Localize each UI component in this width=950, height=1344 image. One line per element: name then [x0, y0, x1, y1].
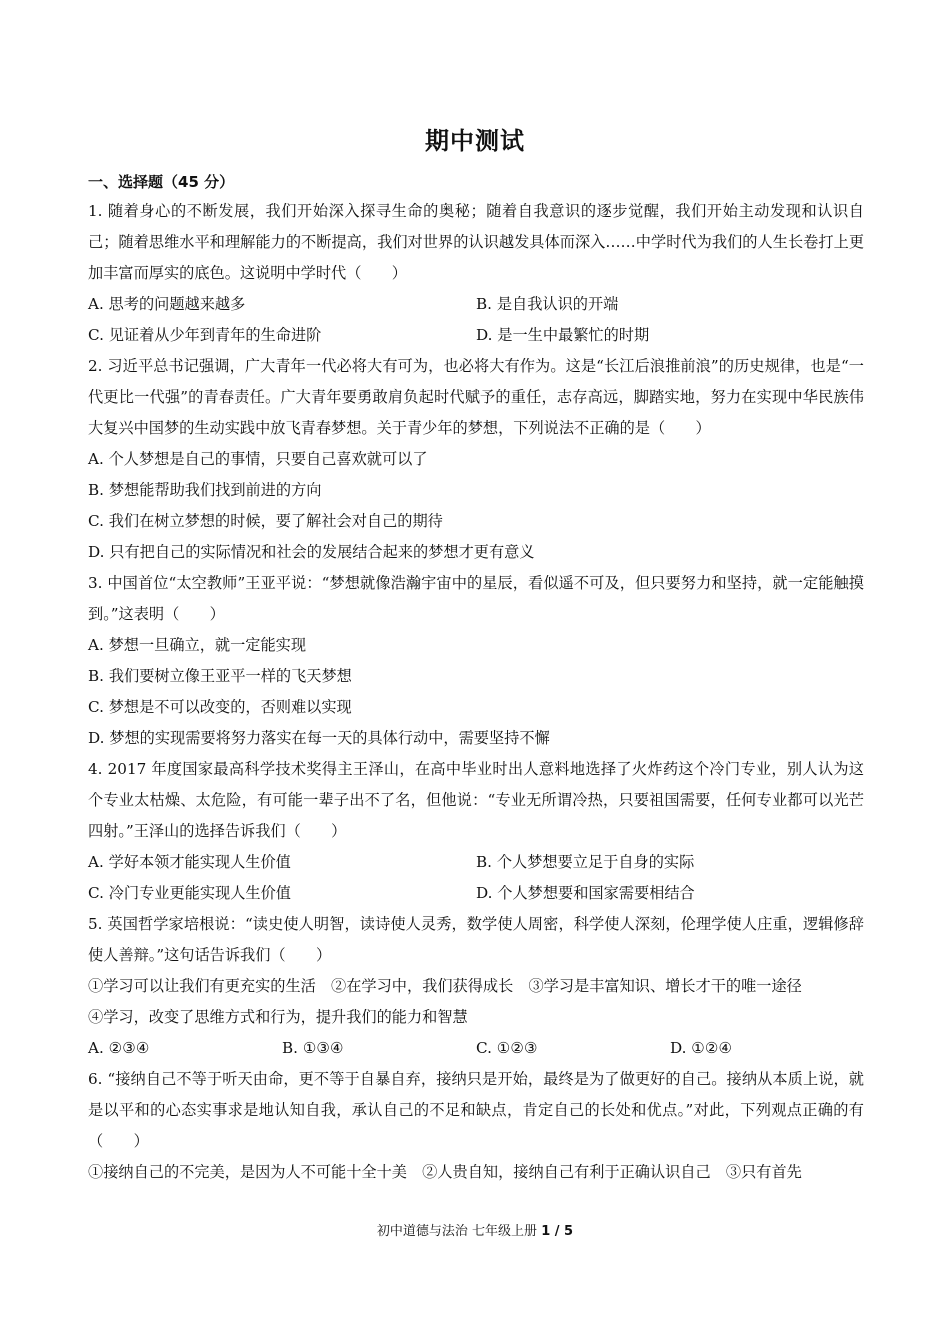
question-content: [88, 168, 864, 1188]
question-3-option-c: C. 梦想是不可以改变的，否则难以实现: [88, 698, 352, 716]
footer-course: 初中道德与法治 七年级上册: [376, 1224, 538, 1239]
question-5-option-a: A. ②③④: [88, 1039, 150, 1057]
question-2-stem: 2. 习近平总书记强调，广大青年一代必将大有可为，也必将大有作为。这是“长江后浪推前浪”的历史规律，也是“一代更比一代强”的青春责任。广大青年要勇敢肩负起时代赋予的重任，志存高远，脚踏实地，努力在实现中华民族伟大复兴中国梦的生动实践中放飞青春梦想。关于青少年的梦想，下列说法不正确的是（ ）: [88, 357, 864, 437]
question-3-stem: 3. 中国首位“太空教师”王亚平说：“梦想就像浩瀚宇宙中的星辰，看似遥不可及，但只要努力和坚持，就一定能触摸到。”这表明（ ）: [88, 574, 864, 623]
question-5-statements-2: ④学习，改变了思维方式和行为，提升我们的能力和智慧: [88, 1008, 468, 1026]
question-5-options-row: [88, 1033, 864, 1064]
question-1-options-row-2: [88, 320, 864, 351]
question-2-option-b: B. 梦想能帮助我们找到前进的方向: [88, 481, 322, 499]
question-2-option-d: D. 只有把自己的实际情况和社会的发展结合起来的梦想才更有意义: [88, 543, 535, 561]
question-5-option-b: B. ①③④: [282, 1039, 344, 1057]
question-4-options-row-1: [88, 847, 864, 878]
question-1-option-c: C. 见证着从少年到青年的生命进阶: [88, 326, 322, 344]
question-2-option-c: C. 我们在树立梦想的时候，要了解社会对自己的期待: [88, 512, 443, 530]
section-heading: 一、选择题（45 分）: [88, 173, 235, 191]
question-5-option-c: C. ①②③: [476, 1039, 538, 1057]
question-4-options-row-2: [88, 878, 864, 909]
question-2-option-a: A. 个人梦想是自己的事情，只要自己喜欢就可以了: [88, 450, 428, 468]
question-1-stem: 1. 随着身心的不断发展，我们开始深入探寻生命的奥秘；随着自我意识的逐步觉醒，我们开始主动发现和认识自己；随着思维水平和理解能力的不断提高，我们对世界的认识越发具体而深入……中学时代为我们的人生长卷打上更加丰富而厚实的底色。这说明中学时代（ ）: [88, 202, 864, 282]
question-6-stem: 6. “接纳自己不等于听天由命，更不等于自暴自弃，接纳只是开始，最终是为了做更好的自己。接纳从本质上说，就是以平和的心态实事求是地认知自我，承认自己的不足和缺点，肯定自己的长处和优点。”对此，下列观点正确的有（ ）: [88, 1070, 864, 1150]
question-6-statements-1: ①接纳自己的不完美，是因为人不可能十全十美 ②人贵自知，接纳自己有利于正确认识自己 ③只有首先: [88, 1163, 802, 1181]
question-3-option-b: B. 我们要树立像王亚平一样的飞天梦想: [88, 667, 352, 685]
question-1-option-b: B. 是自我认识的开端: [476, 295, 619, 313]
question-4-option-d: D. 个人梦想要和国家需要相结合: [476, 884, 695, 902]
footer-page-number: 1 / 5: [541, 1224, 574, 1239]
question-5-stem: 5. 英国哲学家培根说：“读史使人明智，读诗使人灵秀，数学使人周密，科学使人深刻，伦理学使人庄重，逻辑修辞使人善辩。”这句话告诉我们（ ）: [88, 915, 864, 964]
question-4-option-a: A. 学好本领才能实现人生价值: [88, 853, 291, 871]
page-title: 期中测试: [425, 127, 525, 155]
question-1-option-d: D. 是一生中最繁忙的时期: [476, 326, 650, 344]
question-5-option-d: D. ①②④: [670, 1039, 733, 1057]
question-3-option-d: D. 梦想的实现需要将努力落实在每一天的具体行动中，需要坚持不懈: [88, 729, 550, 747]
question-4-option-c: C. 冷门专业更能实现人生价值: [88, 884, 291, 902]
page-footer: [0, 1222, 950, 1242]
question-1-option-a: A. 思考的问题越来越多: [88, 295, 246, 313]
question-1-options-row-1: [88, 289, 864, 320]
question-4-option-b: B. 个人梦想要立足于自身的实际: [476, 853, 695, 871]
question-4-stem: 4. 2017 年度国家最高科学技术奖得主王泽山，在高中毕业时出人意料地选择了火炸药这个冷门专业，别人认为这个专业太枯燥、太危险，有可能一辈子出不了名，但他说：“专业无所谓冷热，只要祖国需要，任何专业都可以光芒四射。”王泽山的选择告诉我们（ ）: [88, 760, 864, 840]
question-3-option-a: A. 梦想一旦确立，就一定能实现: [88, 636, 307, 654]
question-5-statements-1: ①学习可以让我们有更充实的生活 ②在学习中，我们获得成长 ③学习是丰富知识、增长才干的唯一途径: [88, 977, 802, 995]
